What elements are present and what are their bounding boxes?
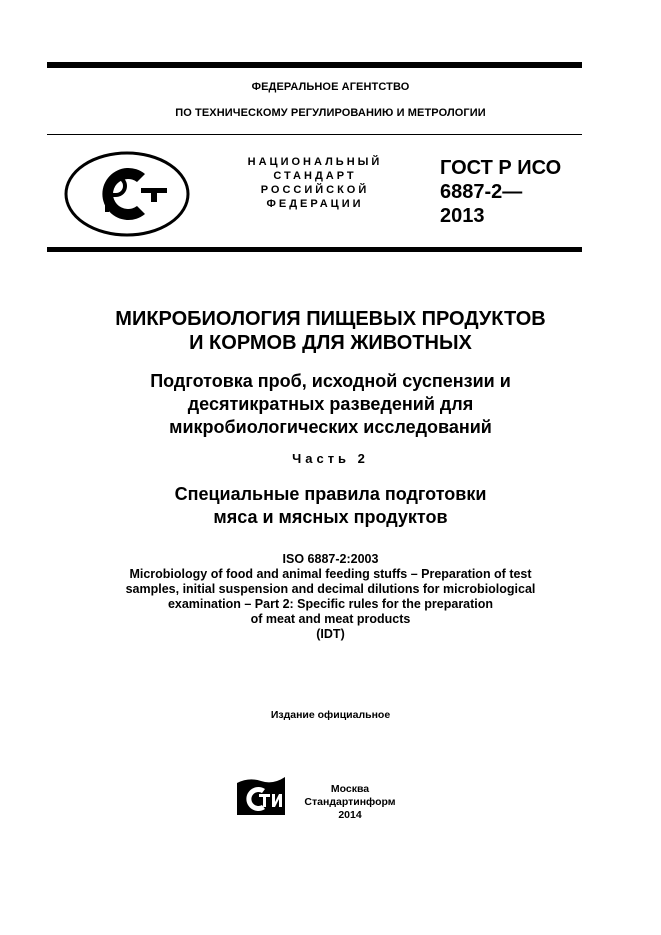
iso-line: of meat and meat products xyxy=(250,612,411,626)
agency-line-1: ФЕДЕРАЛЬНОЕ АГЕНТСТВО xyxy=(251,81,410,93)
standartinform-logo-icon xyxy=(235,775,287,817)
top-rule xyxy=(47,62,582,68)
document-subtitle xyxy=(0,370,661,439)
part-title-line: мяса и мясных продуктов xyxy=(213,507,448,527)
subtitle-line: микробиологических исследований xyxy=(169,417,492,437)
standard-designation xyxy=(440,156,561,228)
designation-line: 2013 xyxy=(440,205,485,227)
national-line: СТАНДАРТ xyxy=(273,170,357,182)
part-title xyxy=(0,483,661,529)
part-title-line: Специальные правила подготовки xyxy=(174,484,487,504)
agency-line-2: ПО ТЕХНИЧЕСКОМУ РЕГУЛИРОВАНИЮ И МЕТРОЛОГИИ xyxy=(175,107,486,119)
part-label: Часть 2 xyxy=(292,451,369,466)
title-line: МИКРОБИОЛОГИЯ ПИЩЕВЫХ ПРОДУКТОВ xyxy=(115,308,546,330)
rst-gost-logo-icon xyxy=(63,150,191,238)
publisher-name: Стандартинформ xyxy=(304,796,396,808)
iso-line: Microbiology of food and animal feeding stuffs – Preparation of test xyxy=(129,567,532,581)
publisher-year: 2014 xyxy=(338,809,362,821)
designation-line: 6887-2— xyxy=(440,181,523,203)
subtitle-line: десятикратных разведений для xyxy=(187,394,474,414)
subtitle-line: Подготовка проб, исходной суспензии и xyxy=(150,371,511,391)
national-line: РОССИЙСКОЙ xyxy=(260,184,370,196)
national-standard-label xyxy=(225,155,405,211)
document-title xyxy=(0,307,661,355)
iso-line: samples, initial suspension and decimal dilutions for microbiological xyxy=(125,582,536,596)
iso-line: (IDT) xyxy=(316,627,345,641)
title-line: И КОРМОВ ДЛЯ ЖИВОТНЫХ xyxy=(189,332,472,354)
official-edition-label: Издание официальное xyxy=(270,709,391,721)
header-divider xyxy=(47,134,582,135)
publisher-info xyxy=(300,783,400,822)
standard-block-rule xyxy=(47,247,582,252)
iso-reference xyxy=(0,552,661,642)
iso-line: ISO 6887-2:2003 xyxy=(282,552,379,566)
designation-line: ГОСТ Р ИСО xyxy=(440,157,562,179)
iso-line: examination – Part 2: Specific rules for the preparation xyxy=(167,597,494,611)
publisher-city: Москва xyxy=(330,783,370,795)
national-line: НАЦИОНАЛЬНЫЙ xyxy=(247,156,383,168)
national-line: ФЕДЕРАЦИИ xyxy=(266,198,364,210)
